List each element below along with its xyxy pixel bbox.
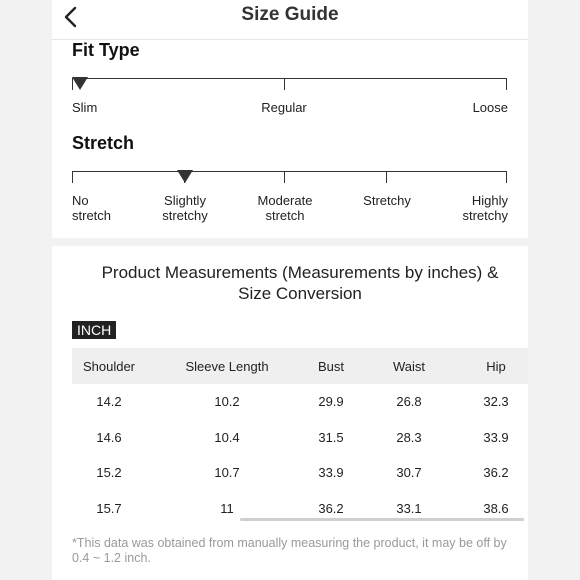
table-cell: 26.8	[396, 394, 422, 410]
unit-badge[interactable]: INCH	[72, 321, 116, 339]
fit-option-loose: Loose	[472, 100, 508, 115]
table-cell: 11	[220, 500, 234, 516]
table-cell: 15.2	[96, 465, 122, 481]
fit-stretch-card	[52, 40, 528, 238]
stretch-option-slightly	[162, 193, 208, 223]
stretch-tick-highly	[506, 171, 507, 183]
measurements-card	[52, 246, 528, 580]
stretch-option-stretchy	[363, 193, 411, 208]
stretch-option-slightly-line1: Slightly	[164, 193, 206, 208]
table-cell: 38.6	[483, 500, 509, 516]
column-header-shoulder: Shoulder	[82, 358, 136, 374]
stretch-option-highly-line2: stretchy	[462, 208, 508, 223]
column-header-sleeve-length: Sleeve Length	[185, 358, 269, 374]
table-cell: 33.9	[483, 429, 509, 445]
table-cell: 14.6	[96, 429, 122, 445]
table-row	[72, 420, 528, 456]
table-cell: 32.3	[483, 394, 509, 410]
table-cell: 14.2	[96, 394, 122, 410]
measurements-title: Product Measurements (Measurements by inches) & Size Conversion	[101, 263, 499, 303]
table-horizontal-scrollbar[interactable]	[240, 518, 524, 521]
column-header-hip: Hip	[486, 358, 506, 374]
stretch-tick-no	[72, 171, 73, 183]
table-cell: 36.2	[318, 500, 344, 516]
fit-tick-loose	[506, 78, 507, 90]
measurement-footnote: *This data was obtained from manually measuring the product, it may be off by 0.4 ~ 1.2 inch.	[72, 536, 507, 565]
table-cell: 30.7	[396, 465, 422, 481]
table-row	[72, 384, 528, 420]
stretch-option-moderate-line2: stretch	[265, 208, 305, 223]
stretch-option-slightly-line2: stretchy	[162, 208, 208, 223]
table-cell: 33.1	[396, 500, 422, 516]
fit-scale-line	[73, 78, 507, 79]
stretch-option-no-line1: No	[72, 193, 89, 208]
stretch-option-stretchy-line1: Stretchy	[363, 193, 411, 208]
stretch-option-moderate	[258, 193, 313, 223]
table-row	[72, 455, 528, 491]
stretch-selected-marker	[177, 170, 193, 183]
stretch-tick-stretchy	[386, 171, 387, 183]
table-cell: 28.3	[396, 429, 422, 445]
column-header-waist: Waist	[392, 358, 426, 374]
table-header-row	[72, 348, 528, 384]
fit-selected-marker	[72, 77, 88, 90]
table-cell: 10.7	[214, 465, 240, 481]
fit-type-title: Fit Type	[72, 40, 140, 60]
stretch-option-highly-line1: Highly	[471, 193, 508, 208]
table-cell: 10.2	[214, 394, 240, 410]
table-cell: 33.9	[318, 465, 344, 481]
fit-option-regular: Regular	[261, 100, 307, 115]
header-bar	[52, 0, 528, 40]
stretch-option-moderate-line1: Moderate	[257, 193, 313, 208]
stretch-option-highly	[462, 193, 508, 223]
table-cell: 29.9	[318, 394, 344, 410]
stretch-tick-moderate	[284, 171, 285, 183]
column-header-bust: Bust	[317, 358, 344, 374]
table-cell: 36.2	[483, 465, 509, 481]
stretch-option-no	[72, 193, 111, 223]
fit-tick-regular	[284, 78, 285, 90]
table-cell: 10.4	[214, 429, 240, 445]
page-title: Size Guide	[241, 4, 339, 25]
stretch-scale-line	[73, 171, 507, 172]
table-cell: 31.5	[318, 429, 344, 445]
table-cell: 15.7	[96, 500, 122, 516]
stretch-option-no-line2: stretch	[72, 208, 112, 223]
measurements-table[interactable]	[72, 348, 528, 526]
stretch-title: Stretch	[72, 133, 135, 153]
fit-option-slim: Slim	[72, 100, 98, 115]
